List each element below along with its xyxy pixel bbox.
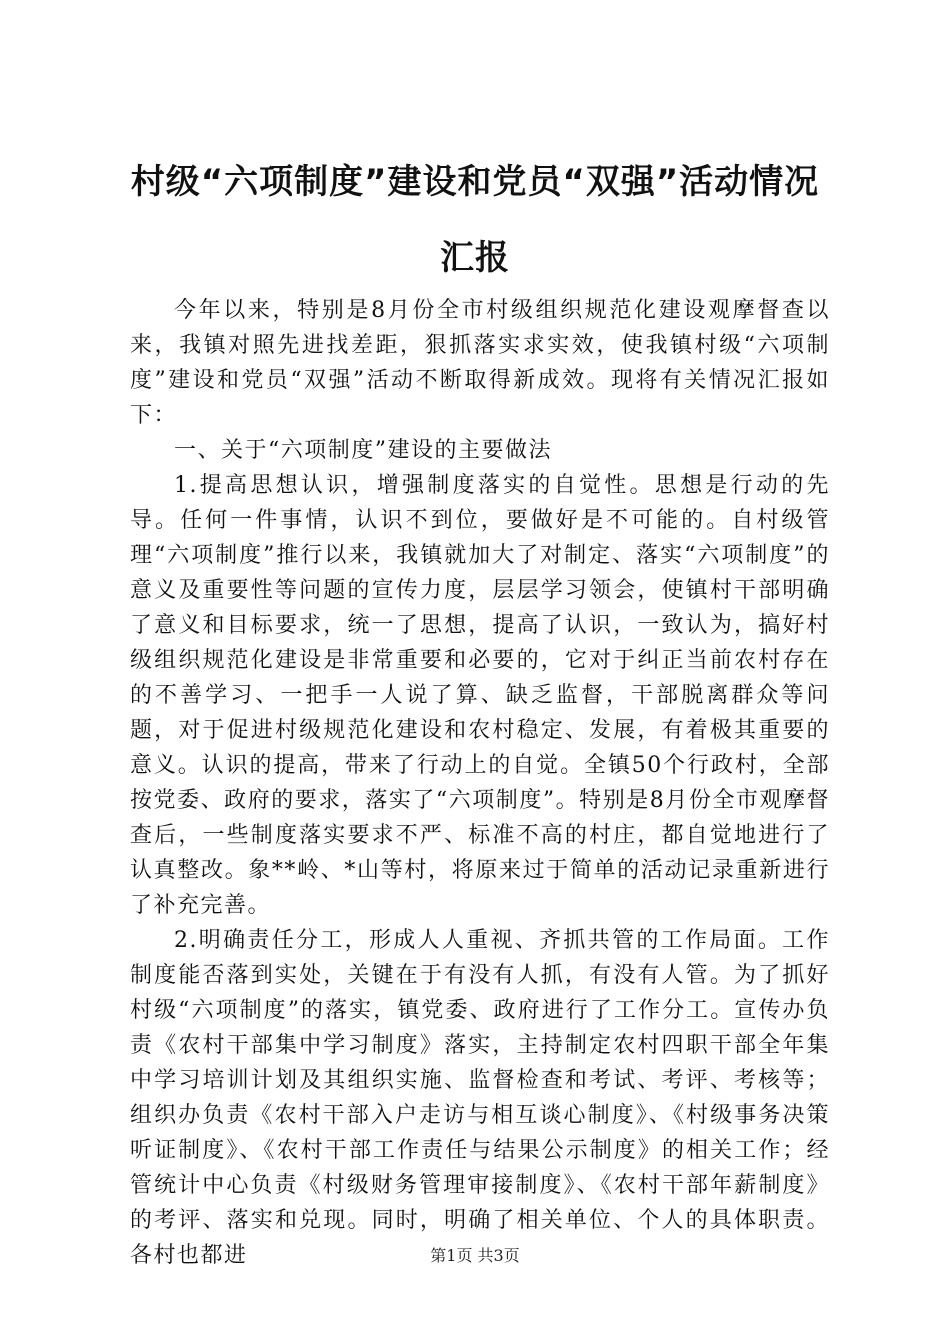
document-body bbox=[130, 293, 830, 1273]
section-heading: 一、关于“六项制度”建设的主要做法 bbox=[174, 438, 552, 463]
paragraph-point-1: 1.提高思想认识，增强制度落实的自觉性。思想是行动的先导。任何一件事情，认识不到位，要做好是不可能的。自村级管理“六项制度”推行以来，我镇就加大了对制定、落实“六项制度”的意义及重要性等问题的宣传力度，层层学习领会，使镇村干部明确了意义和目标要求，统一了思想，提高了认识，一致认为，搞好村级组织规范化建设是非常重要和必要的，它对于纠正当前农村存在的不善学习、一把手一人说了算、缺乏监督，干部脱离群众等问题，对于促进村级规范化建设和农村稳定、发展，有着极其重要的意义。认识的提高，带来了行动上的自觉。全镇50个行政村，全部按党委、政府的要求，落实了“六项制度”。特别是8月份全市观摩督查后，一些制度落实要求不严、标准不高的村庄，都自觉地进行了认真整改。象**岭、*山等村，将原来过于简单的活动记录重新进行了补充完善。 bbox=[130, 473, 830, 918]
page-footer: 第1页 共3页 bbox=[430, 1246, 520, 1265]
paragraph-point-2: 2.明确责任分工，形成人人重视、齐抓共管的工作局面。工作制度能否落到实处，关键在于有没有人抓，有没有人管。为了抓好村级“六项制度”的落实，镇党委、政府进行了工作分工。宣传办负责《农村干部集中学习制度》落实，主持制定农村四职干部全年集中学习培训计划及其组织实施、监督检查和考试、考评、考核等；组织办负责《农村干部入户走访与相互谈心制度》、《村级事务决策听证制度》、《农村干部工作责任与结果公示制度》的相关工作；经管统计中心负责《村级财务管理审接制度》、《农村干部年薪制度》的考评、落实和兑现。同时，明确了相关单位、个人的具体职责。各村也都进 bbox=[130, 928, 830, 1268]
paragraph-intro: 今年以来，特别是8月份全市村级组织规范化建设观摩督查以来，我镇对照先进找差距，狠抓落实求实效，使我镇村级“六项制度”建设和党员“双强”活动不断取得新成效。现将有关情况汇报如下： bbox=[130, 298, 830, 428]
document-title: 村级“六项制度”建设和党员“双强”活动情况汇报 bbox=[130, 162, 820, 278]
